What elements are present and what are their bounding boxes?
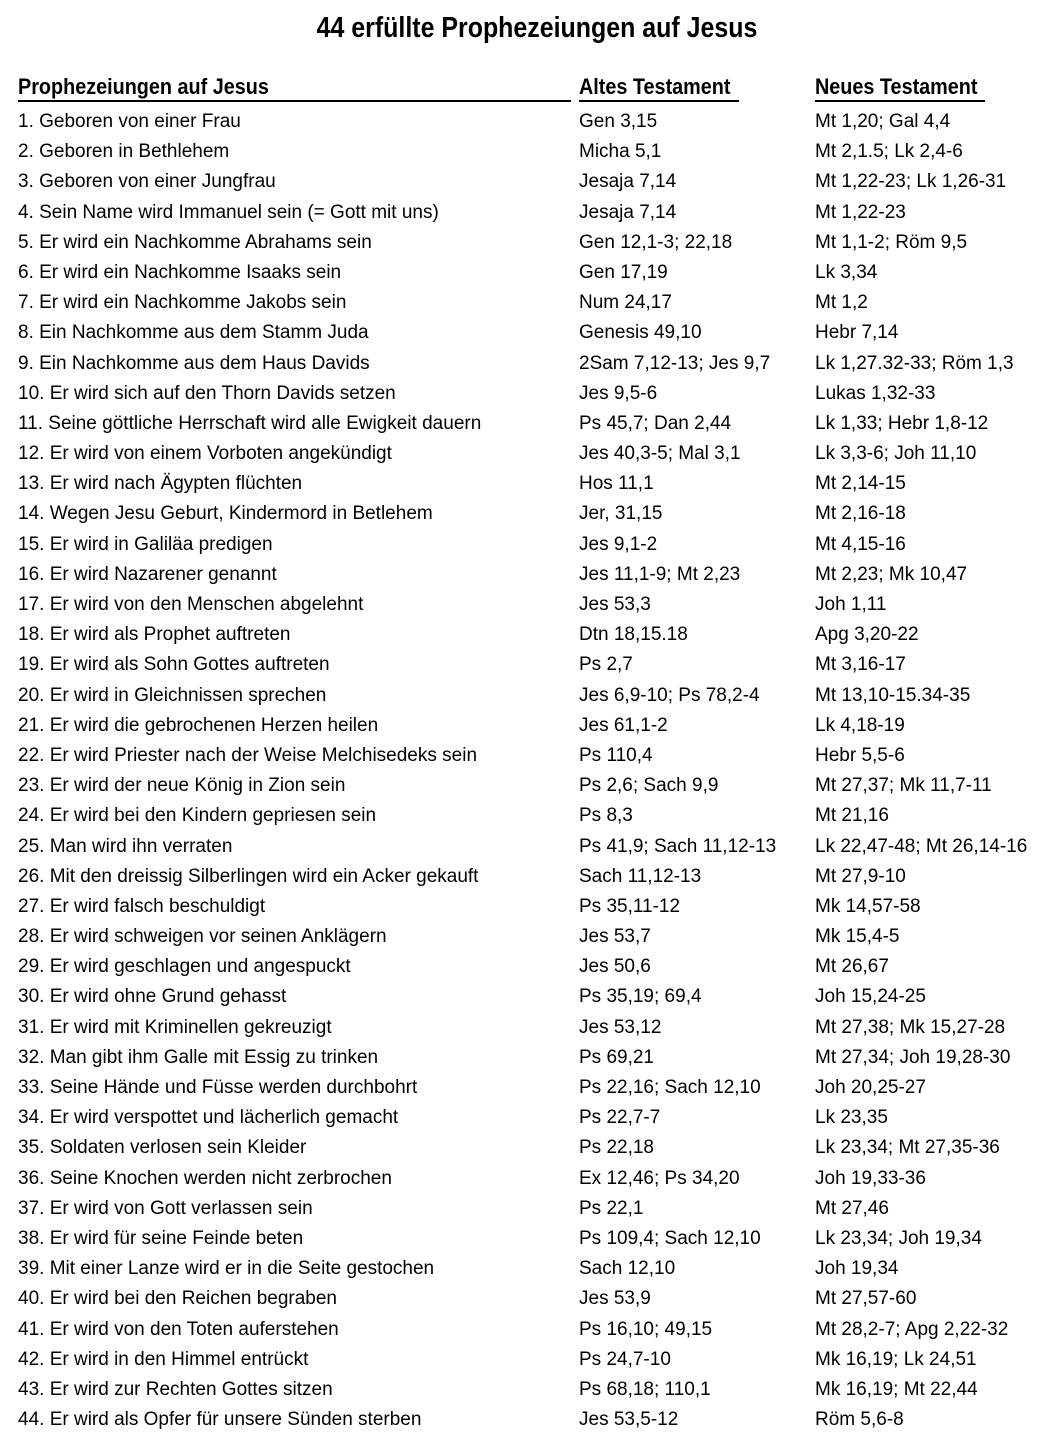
old-testament-reference: Jes 40,3-5; Mal 3,1 [579, 443, 741, 465]
new-testament-reference: Lk 23,34; Mt 27,35-36 [815, 1137, 1000, 1159]
prophecy-text: 42. Er wird in den Himmel entrückt [18, 1348, 309, 1370]
old-testament-reference: Ex 12,46; Ps 34,20 [579, 1167, 740, 1189]
new-testament-reference: Mk 14,57-58 [815, 895, 921, 917]
new-testament-reference: Mt 1,22-23; Lk 1,26-31 [815, 171, 1007, 193]
new-testament-reference: Röm 5,6-8 [815, 1409, 904, 1431]
old-testament-reference: Ps 22,7-7 [579, 1107, 661, 1129]
prophecy-text: 44. Er wird als Opfer für unsere Sünden sterben [18, 1409, 422, 1431]
old-testament-reference: Jes 9,5-6 [579, 382, 658, 404]
prophecy-text: 26. Mit den dreissig Silberlingen wird ein Acker gekauft [18, 865, 479, 887]
old-testament-reference: Jes 6,9-10; Ps 78,2-4 [579, 684, 760, 706]
old-testament-reference: Jes 53,12 [579, 1016, 662, 1038]
new-testament-reference: Lk 4,18-19 [815, 714, 905, 736]
table-row [0, 952, 1058, 982]
table-row [0, 439, 1058, 469]
table-row [0, 499, 1058, 529]
prophecy-text: 32. Man gibt ihm Galle mit Essig zu trinken [18, 1046, 379, 1068]
column-header-prophecy: Prophezeiungen auf Jesus [18, 74, 269, 99]
table-row [0, 1043, 1058, 1073]
new-testament-reference: Mt 2,14-15 [815, 473, 906, 495]
table-row [0, 379, 1058, 409]
prophecy-text: 7. Er wird ein Nachkomme Jakobs sein [18, 292, 347, 314]
table-row [0, 228, 1058, 258]
prophecy-text: 1. Geboren von einer Frau [18, 111, 241, 132]
old-testament-reference: Jer, 31,15 [579, 503, 663, 525]
column-header-old-testament: Altes Testament [579, 74, 731, 99]
old-testament-reference: Num 24,17 [579, 292, 672, 314]
table-row [0, 107, 1058, 137]
prophecy-text: 38. Er wird für seine Feinde beten [18, 1227, 304, 1249]
prophecy-text: 29. Er wird geschlagen und angespuckt [18, 956, 351, 978]
new-testament-reference: Apg 3,20-22 [815, 624, 919, 646]
prophecy-text: 16. Er wird Nazarener genannt [18, 563, 277, 585]
table-row [0, 982, 1058, 1012]
table-row [0, 801, 1058, 831]
old-testament-reference: Micha 5,1 [579, 141, 662, 163]
prophecy-text: 30. Er wird ohne Grund gehasst [18, 986, 287, 1008]
table-row [0, 771, 1058, 801]
table-row [0, 1315, 1058, 1345]
prophecy-text: 28. Er wird schweigen vor seinen Anklägern [18, 926, 387, 948]
prophecy-text: 3. Geboren von einer Jungfrau [18, 171, 276, 193]
table-row [0, 650, 1058, 680]
prophecy-text: 31. Er wird mit Kriminellen gekreuzigt [18, 1016, 332, 1038]
table-row [0, 1194, 1058, 1224]
old-testament-reference: Jes 53,5-12 [579, 1409, 679, 1431]
old-testament-reference: Jes 53,9 [579, 1288, 651, 1310]
old-testament-reference: Jes 50,6 [579, 956, 651, 978]
table-row [0, 922, 1058, 952]
table-row [0, 1133, 1058, 1163]
old-testament-reference: Jes 53,3 [579, 594, 651, 615]
table-row [0, 1375, 1058, 1405]
table-row [0, 137, 1058, 167]
new-testament-reference: Mk 16,19; Lk 24,51 [815, 1348, 977, 1370]
prophecy-text: 8. Ein Nachkomme aus dem Stamm Juda [18, 322, 369, 344]
prophecy-text: 34. Er wird verspottet und lächerlich gemacht [18, 1107, 399, 1129]
prophecy-text: 17. Er wird von den Menschen abgelehnt [18, 594, 364, 615]
new-testament-reference: Mt 27,37; Mk 11,7-11 [815, 775, 992, 797]
old-testament-reference: Ps 68,18; 110,1 [579, 1378, 711, 1400]
table-row [0, 862, 1058, 892]
table-row [0, 288, 1058, 318]
new-testament-reference: Joh 20,25-27 [815, 1077, 926, 1098]
old-testament-reference: Ps 35,19; 69,4 [579, 986, 702, 1008]
new-testament-reference: Mt 2,23; Mk 10,47 [815, 563, 968, 585]
new-testament-reference: Lk 3,34 [815, 261, 878, 283]
page-title: 44 erfüllte Prophezeiungen auf Jesus [316, 12, 758, 44]
prophecy-text: 23. Er wird der neue König in Zion sein [18, 775, 346, 797]
old-testament-reference: Jes 53,7 [579, 926, 651, 948]
new-testament-reference: Mt 2,1.5; Lk 2,4-6 [815, 141, 963, 163]
table-row [0, 530, 1058, 560]
table-row [0, 1284, 1058, 1314]
old-testament-reference: Gen 3,15 [579, 111, 658, 132]
table-row [0, 318, 1058, 348]
header-underline-prophecy [18, 100, 571, 102]
old-testament-reference: Ps 16,10; 49,15 [579, 1318, 713, 1340]
new-testament-reference: Hebr 7,14 [815, 322, 899, 344]
prophecy-text: 39. Mit einer Lanze wird er in die Seite gestochen [18, 1258, 435, 1280]
prophecy-text: 6. Er wird ein Nachkomme Isaaks sein [18, 261, 342, 283]
new-testament-reference: Mt 27,34; Joh 19,28-30 [815, 1046, 1011, 1068]
old-testament-reference: Ps 110,4 [579, 744, 653, 766]
prophecy-text: 41. Er wird von den Toten auferstehen [18, 1318, 339, 1340]
old-testament-reference: Jesaja 7,14 [579, 201, 677, 223]
table-row [0, 1164, 1058, 1194]
table-row [0, 620, 1058, 650]
old-testament-reference: 2Sam 7,12-13; Jes 9,7 [579, 352, 771, 374]
prophecy-text: 2. Geboren in Bethlehem [18, 141, 230, 163]
prophecy-text: 9. Ein Nachkomme aus dem Haus Davids [18, 352, 370, 374]
prophecy-text: 12. Er wird von einem Vorboten angekündigt [18, 443, 392, 465]
new-testament-reference: Mt 1,1-2; Röm 9,5 [815, 231, 968, 253]
prophecy-text: 20. Er wird in Gleichnissen sprechen [18, 684, 327, 706]
new-testament-reference: Lukas 1,32-33 [815, 382, 936, 404]
prophecy-text: 24. Er wird bei den Kindern gepriesen sein [18, 805, 377, 827]
new-testament-reference: Joh 19,34 [815, 1258, 899, 1280]
table-row [0, 1224, 1058, 1254]
table-row [0, 469, 1058, 499]
prophecy-text: 33. Seine Hände und Füsse werden durchbohrt [18, 1077, 418, 1098]
new-testament-reference: Mt 1,22-23 [815, 201, 906, 223]
old-testament-reference: Jesaja 7,14 [579, 171, 677, 193]
table-row [0, 1345, 1058, 1375]
prophecy-text: 14. Wegen Jesu Geburt, Kindermord in Betlehem [18, 503, 433, 525]
prophecy-text: 25. Man wird ihn verraten [18, 835, 233, 857]
old-testament-reference: Ps 24,7-10 [579, 1348, 671, 1370]
old-testament-reference: Genesis 49,10 [579, 322, 702, 344]
new-testament-reference: Mt 28,2-7; Apg 2,22-32 [815, 1318, 1009, 1340]
new-testament-reference: Joh 19,33-36 [815, 1167, 926, 1189]
old-testament-reference: Ps 22,18 [579, 1137, 654, 1159]
column-header-new-testament: Neues Testament [815, 74, 978, 99]
header-underline-old-testament [579, 100, 739, 102]
new-testament-reference: Joh 15,24-25 [815, 986, 926, 1008]
prophecy-text: 22. Er wird Priester nach der Weise Melchisedeks sein [18, 744, 478, 766]
old-testament-reference: Ps 45,7; Dan 2,44 [579, 412, 732, 434]
prophecy-text: 35. Soldaten verlosen sein Kleider [18, 1137, 307, 1159]
prophecy-text: 13. Er wird nach Ägypten flüchten [18, 473, 303, 495]
old-testament-reference: Ps 69,21 [579, 1046, 654, 1068]
old-testament-reference: Ps 22,1 [579, 1197, 644, 1219]
new-testament-reference: Mt 4,15-16 [815, 533, 906, 555]
prophecy-text: 27. Er wird falsch beschuldigt [18, 895, 266, 917]
new-testament-reference: Lk 22,47-48; Mt 26,14-16 [815, 835, 1028, 857]
table-row [0, 1254, 1058, 1284]
old-testament-reference: Ps 22,16; Sach 12,10 [579, 1077, 761, 1098]
new-testament-reference: Mk 15,4-5 [815, 926, 900, 948]
prophecy-text: 4. Sein Name wird Immanuel sein (= Gott mit uns) [18, 201, 439, 223]
table-row [0, 1103, 1058, 1133]
table-row [0, 1405, 1058, 1435]
prophecy-text: 21. Er wird die gebrochenen Herzen heilen [18, 714, 379, 736]
table-row [0, 590, 1058, 620]
table-row [0, 258, 1058, 288]
prophecy-text: 36. Seine Knochen werden nicht zerbrochen [18, 1167, 392, 1189]
old-testament-reference: Ps 41,9; Sach 11,12-13 [579, 835, 777, 857]
prophecy-text: 43. Er wird zur Rechten Gottes sitzen [18, 1378, 333, 1400]
table-row [0, 741, 1058, 771]
new-testament-reference: Lk 23,34; Joh 19,34 [815, 1227, 982, 1249]
prophecy-text: 5. Er wird ein Nachkomme Abrahams sein [18, 231, 372, 253]
new-testament-reference: Lk 23,35 [815, 1107, 888, 1129]
new-testament-reference: Mt 26,67 [815, 956, 889, 978]
new-testament-reference: Mt 13,10-15.34-35 [815, 684, 971, 706]
new-testament-reference: Lk 1,33; Hebr 1,8-12 [815, 412, 989, 434]
prophecy-text: 37. Er wird von Gott verlassen sein [18, 1197, 313, 1219]
prophecy-text: 10. Er wird sich auf den Thorn Davids setzen [18, 382, 396, 404]
old-testament-reference: Jes 61,1-2 [579, 714, 668, 736]
old-testament-reference: Jes 11,1-9; Mt 2,23 [579, 563, 741, 585]
table-row [0, 167, 1058, 197]
old-testament-reference: Hos 11,1 [579, 473, 654, 495]
table-row [0, 1013, 1058, 1043]
prophecy-text: 15. Er wird in Galiläa predigen [18, 533, 273, 555]
old-testament-reference: Ps 8,3 [579, 805, 633, 827]
new-testament-reference: Joh 1,11 [815, 594, 887, 615]
new-testament-reference: Mt 3,16-17 [815, 654, 906, 676]
header-underline-new-testament [815, 100, 985, 102]
new-testament-reference: Mt 27,46 [815, 1197, 889, 1219]
table-row [0, 349, 1058, 379]
new-testament-reference: Mt 27,57-60 [815, 1288, 917, 1310]
new-testament-reference: Mt 2,16-18 [815, 503, 906, 525]
prophecy-text: 19. Er wird als Sohn Gottes auftreten [18, 654, 330, 676]
table-row [0, 560, 1058, 590]
new-testament-reference: Mt 1,2 [815, 292, 868, 314]
prophecy-text: 40. Er wird bei den Reichen begraben [18, 1288, 337, 1310]
new-testament-reference: Mk 16,19; Mt 22,44 [815, 1378, 978, 1400]
prophecy-text: 18. Er wird als Prophet auftreten [18, 624, 291, 646]
table-row [0, 892, 1058, 922]
table-row [0, 198, 1058, 228]
old-testament-reference: Gen 12,1-3; 22,18 [579, 231, 733, 253]
table-row [0, 409, 1058, 439]
table-row [0, 1073, 1058, 1103]
new-testament-reference: Mt 27,38; Mk 15,27-28 [815, 1016, 1006, 1038]
table-row [0, 832, 1058, 862]
old-testament-reference: Gen 17,19 [579, 261, 668, 283]
prophecy-text: 11. Seine göttliche Herrschaft wird alle Ewigkeit dauern [18, 412, 482, 434]
old-testament-reference: Ps 109,4; Sach 12,10 [579, 1227, 761, 1249]
old-testament-reference: Ps 2,7 [579, 654, 633, 676]
new-testament-reference: Lk 1,27.32-33; Röm 1,3 [815, 352, 1014, 374]
old-testament-reference: Ps 35,11-12 [579, 895, 681, 917]
table-row [0, 681, 1058, 711]
new-testament-reference: Mt 1,20; Gal 4,4 [815, 111, 951, 132]
new-testament-reference: Lk 3,3-6; Joh 11,10 [815, 443, 977, 465]
table-row [0, 711, 1058, 741]
old-testament-reference: Sach 11,12-13 [579, 865, 702, 887]
prophecy-table [0, 107, 1058, 1435]
old-testament-reference: Sach 12,10 [579, 1258, 676, 1280]
old-testament-reference: Ps 2,6; Sach 9,9 [579, 775, 719, 797]
old-testament-reference: Dtn 18,15.18 [579, 624, 688, 646]
new-testament-reference: Mt 27,9-10 [815, 865, 906, 887]
new-testament-reference: Mt 21,16 [815, 805, 889, 827]
new-testament-reference: Hebr 5,5-6 [815, 744, 905, 766]
old-testament-reference: Jes 9,1-2 [579, 533, 658, 555]
